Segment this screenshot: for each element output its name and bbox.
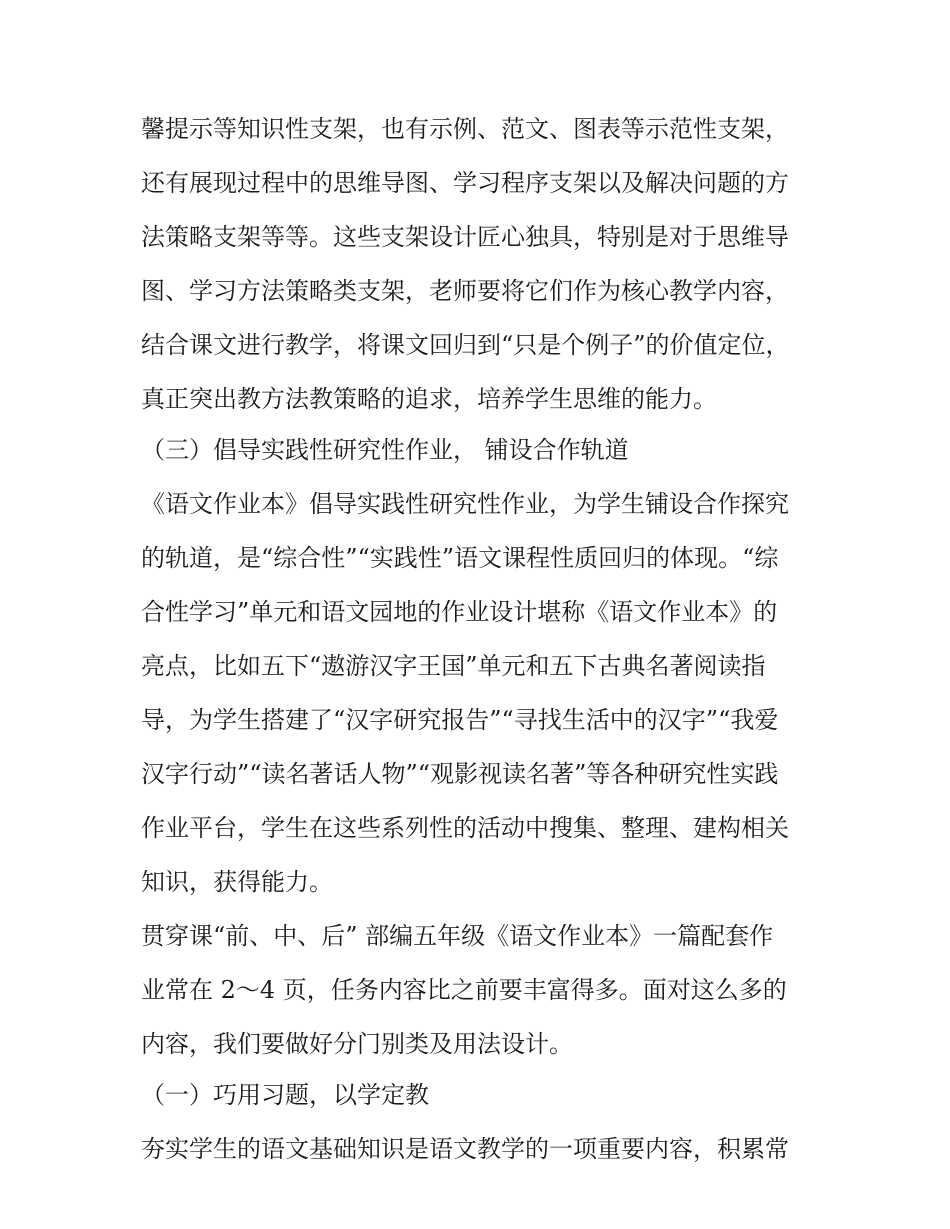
text-line: 贯穿课“前、中、后” 部编五年级《语文作业本》一篇配套作 [141,922,774,950]
text-line: 法策略支架等等。这些支架设计匠心独具，特别是对于思维导 [141,223,789,251]
text-line: 《语文作业本》倡导实践性研究性作业，为学生铺设合作探究 [141,490,789,518]
section-heading: （三）倡导实践性研究性作业， 铺设合作轨道 [141,436,629,464]
text-line: 知识，获得能力。 [141,868,333,896]
text-line: 图、学习方法策略类支架，老师要将它们作为核心教学内容， [141,277,789,305]
text-line: 结合课文进行教学，将课文回归到“只是个例子”的价值定位， [141,331,790,359]
text-line: 馨提示等知识性支架，也有示例、范文、图表等示范性支架， [141,115,789,143]
text-line: 的轨道，是“综合性”“实践性”语文课程性质回归的体现。“综 [141,544,779,572]
text-line: 导，为学生搭建了“汉字研究报告”“寻找生活中的汉字”“我爱 [141,706,779,734]
text-line: 亮点，比如五下“遨游汉字王国”单元和五下古典名著阅读指 [141,652,766,680]
text-line: 作业平台，学生在这些系列性的活动中搜集、整理、建构相关 [141,814,789,842]
section-heading: （一）巧用习题，以学定教 [141,1081,429,1109]
text-line: 还有展现过程中的思维导图、学习程序支架以及解决问题的方 [141,169,789,197]
text-line: 内容，我们要做好分门别类及用法设计。 [141,1030,573,1058]
text-line: 夯实学生的语文基础知识是语文教学的一项重要内容，积累常 [141,1135,789,1163]
text-line: 业常在 2～4 页，任务内容比之前要丰富得多。面对这么多的 [141,976,787,1004]
text-line: 真正突出教方法教策略的追求，培养学生思维的能力。 [141,385,717,413]
text-line: 合性学习”单元和语文园地的作业设计堪称《语文作业本》的 [141,598,778,626]
text-line: 汉字行动”“读名著话人物”“观影视读名著”等各种研究性实践 [141,760,779,788]
